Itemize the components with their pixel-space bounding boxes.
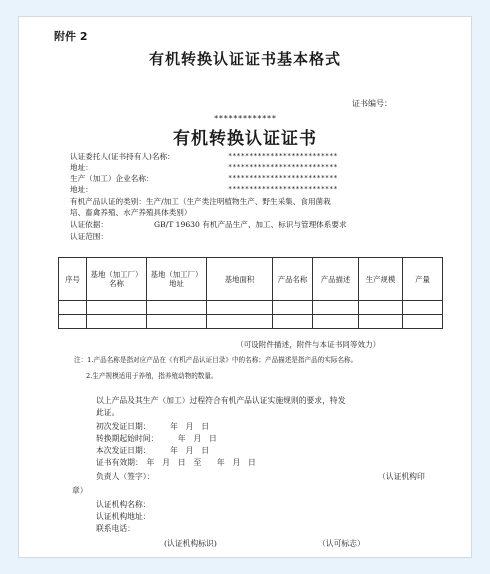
col-header-product-name: 产品名称 bbox=[273, 258, 313, 301]
org-address-label: 认证机构地址： bbox=[96, 512, 151, 521]
field-value-enterprise-name: ************************** bbox=[228, 174, 338, 182]
table-row bbox=[59, 315, 443, 329]
note-2: 2.生产规模适用于养殖，指养殖动物的数量。 bbox=[86, 372, 218, 380]
attachment-note: （可设附件描述，附件与本证书同等效力） bbox=[236, 340, 381, 349]
note-1: 注：1.产品名称是指对应产品在《有机产品认证目录》中的名称；产品描述是指产品的实际名称。 bbox=[74, 356, 358, 364]
page-title: 有机转换认证证书基本格式 bbox=[148, 50, 341, 68]
accreditation-mark-placeholder: （认可标志） bbox=[318, 539, 365, 548]
org-name-label: 认证机构名称： bbox=[96, 500, 151, 509]
masked-text: ************* bbox=[213, 114, 277, 123]
conversion-start-date: 转换期起始时间： 年 月 日 bbox=[96, 434, 217, 443]
basis-label: 认证依据： bbox=[70, 220, 108, 229]
seal-text-part-2: 章） bbox=[72, 486, 88, 495]
scope-label: 认证范围： bbox=[70, 232, 108, 241]
field-label-enterprise-address: 地址： bbox=[70, 185, 93, 194]
certificate-title: 有机转换认证证书 bbox=[173, 129, 317, 149]
annex-label: 附件 2 bbox=[54, 30, 88, 43]
col-header-product-desc: 产品描述 bbox=[313, 258, 359, 301]
col-header-output: 产量 bbox=[403, 258, 443, 301]
category-line-1: 有机产品认证的类别：生产/加工（生产类注明植物生产、野生采集、食用菌栽 bbox=[70, 197, 331, 206]
seal-text-part-1: （认证机构印 bbox=[378, 472, 425, 481]
field-label-holder-address: 地址： bbox=[70, 163, 93, 172]
col-header-index: 序号 bbox=[59, 258, 87, 301]
first-issue-date: 初次发证日期： 年 月 日 bbox=[96, 422, 210, 431]
validity-period: 证书有效期： 年 月 日 至 年 月 日 bbox=[96, 458, 256, 467]
field-label-holder-name: 认证委托人(证书持有人)名称： bbox=[70, 152, 175, 161]
basis-value: GB/T 19630 有机产品生产、加工、标识与管理体系要求 bbox=[154, 220, 347, 229]
field-value-holder-name: ************************** bbox=[228, 152, 338, 160]
cert-number-label: 证书编号： bbox=[352, 99, 392, 108]
current-issue-date: 本次发证日期： 年 月 日 bbox=[96, 446, 210, 455]
phone-label: 联系电话： bbox=[96, 524, 135, 533]
statement-line-1: 以上产品及其生产（加工）过程符合有机产品认证实施规则的要求，特发 bbox=[96, 396, 346, 405]
table-row bbox=[59, 301, 443, 315]
responsible-signature-label: 负责人（签字）： bbox=[96, 472, 155, 481]
scope-table bbox=[58, 257, 443, 329]
org-mark-placeholder: (认证机构标识) bbox=[164, 539, 217, 548]
col-header-base-address: 基地（加工厂）地址 bbox=[147, 258, 207, 301]
col-header-base-name: 基地（加工厂）名称 bbox=[87, 258, 147, 301]
col-header-base-area: 基地面积 bbox=[207, 258, 273, 301]
category-line-2: 培、畜禽养殖、水产养殖具体类别） bbox=[70, 208, 192, 217]
field-value-enterprise-address: ************************** bbox=[228, 185, 338, 193]
col-header-scale: 生产规模 bbox=[359, 258, 403, 301]
statement-line-2: 此证。 bbox=[96, 408, 120, 417]
field-label-enterprise-name: 生产（加工）企业名称： bbox=[70, 174, 154, 183]
field-value-holder-address: ************************** bbox=[228, 163, 338, 171]
